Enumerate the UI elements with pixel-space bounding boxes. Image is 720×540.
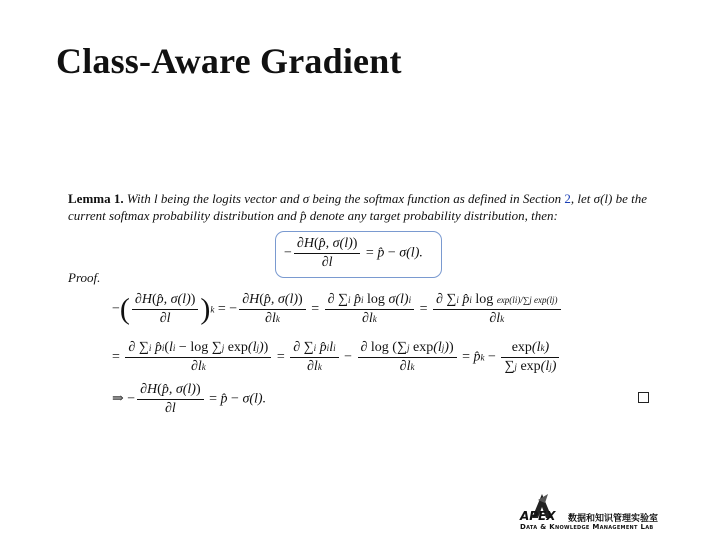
proof-equation-line-2: = $\frac{\text{∂ ∑i p̂i(li − log ∑j exp(lj))}}{\partial lk}$ = $\frac{\text{∂ ∑i p̂ili}}{\partial lk}$ − $\frac{\text{∂ log (∑j exp(lj))}}{\partial lk}$ = p̂k − $\frac{\exp(lk)}{\text{∑j exp(lj)}}$ [112, 340, 561, 375]
lemma-text: be the current softmax probability distribution and [68, 191, 647, 223]
lemma-text: being the softmax function as defined in Section [312, 191, 562, 206]
lemma-text: With [126, 191, 151, 206]
qed-symbol [638, 392, 649, 403]
section-reference-link[interactable]: 2 [564, 191, 571, 206]
lemma-equation: − $\frac{\partial H(p̂, \sigma(l))}{\partial l}$ = p̂ − σ(l). [284, 236, 423, 270]
lemma-text: denote any target probability distribution, then: [309, 208, 558, 223]
proof-equation-line-1: −( $\frac{\partial H(p̂, \sigma(l))}{\partial l}$ )k = − $\frac{\partial H(p̂, \sigma(l))}{\partial lk}$ = $\frac{\text{∂ ∑i p̂i log σ(l)i}}{\partial lk}$ = $\frac{\text{∂ ∑i p̂i log exp(li)/∑j exp(lj)}}{\partial lk}$ [112, 292, 563, 327]
proof-label: Proof. [68, 270, 101, 285]
lemma-text: , let [570, 191, 591, 206]
slide-title: Class-Aware Gradient [56, 41, 402, 81]
apex-logo-icon [518, 490, 566, 522]
lemma-symbol-sigma: σ [302, 191, 310, 206]
lemma-statement [68, 190, 658, 224]
lemma-symbol-sigma-l: σ(l) [593, 191, 613, 206]
lemma-symbol-l: l [153, 191, 158, 206]
lemma-text: being the logits vector and [160, 191, 300, 206]
lab-name-chinese: 数据和知识管理实验室 [568, 514, 659, 524]
apex-lab-logo [518, 490, 678, 530]
svg-text:APEX: APEX [520, 509, 556, 522]
proof-equation-line-3: ⇒ − $\frac{\partial H(p̂, \sigma(l))}{\partial l}$ = p̂ − σ(l). [112, 382, 267, 416]
lemma-label: Lemma 1. [68, 191, 124, 206]
lemma-symbol-p-hat: p̂ [299, 208, 307, 223]
lab-name-english: Data & Knowledge Management Lab [520, 523, 654, 531]
